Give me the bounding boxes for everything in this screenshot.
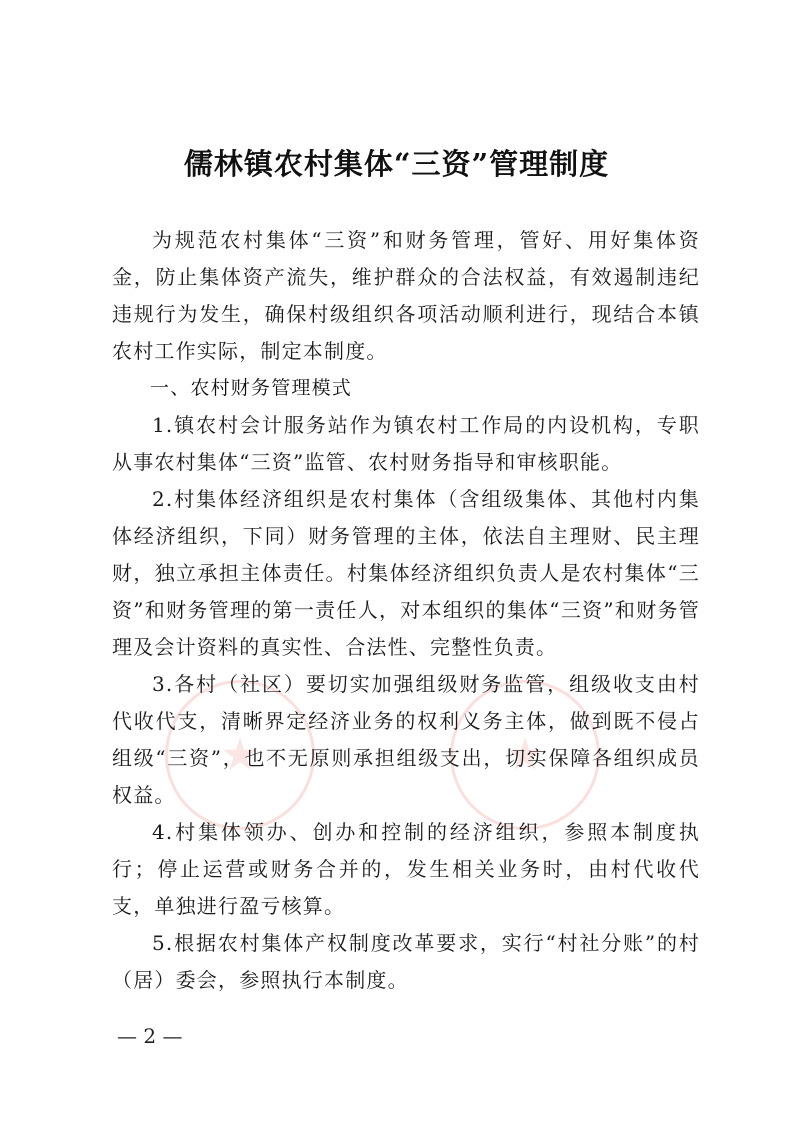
intro-paragraph: 为规范农村集体“三资”和财务管理，管好、用好集体资金，防止集体资产流失，维护群众的合法权益，有效遏制违纪违规行为发生，确保村级组织各项活动顺利进行，现结合本镇农村工作实际，制定本制度。 (112, 228, 700, 363)
document-title: 儒林镇农村集体“三资”管理制度 (183, 147, 610, 181)
section-heading: 一、农村财务管理模式 (150, 377, 353, 399)
clause-3: 3.各村（社区）要切实加强组级财务监管，组级收支由村代收代支，清晰界定经济业务的权利义务主体，做到既不侵占组级“三资”，也不无原则承担组级支出，切实保障各组织成员权益。 (112, 672, 700, 807)
page-number: — 2 — (117, 1024, 183, 1048)
clause-1: 1.镇农村会计服务站作为镇农村工作局的内设机构，专职从事农村集体“三资”监管、农村财务指导和审核职能。 (112, 413, 700, 474)
clause-4: 4.村集体领办、创办和控制的经济组织，参照本制度执行；停止运营或财务合并的，发生相关业务时，由村代收代支，单独进行盈亏核算。 (112, 820, 700, 918)
clause-2: 2.村集体经济组织是农村集体（含组级集体、其他村内集体经济组织，下同）财务管理的主体，依法自主理财、民主理财，独立承担主体责任。村集体经济组织负责人是农村集体“三资”和财务管理的第一责任人，对本组织的集体“三资”和财务管理及会计资料的真实性、合法性、完整性负责。 (112, 487, 700, 659)
clause-5: 5.根据农村集体产权制度改革要求，实行“村社分账”的村（居）委会，参照执行本制度。 (112, 931, 700, 992)
document-body (112, 222, 700, 999)
